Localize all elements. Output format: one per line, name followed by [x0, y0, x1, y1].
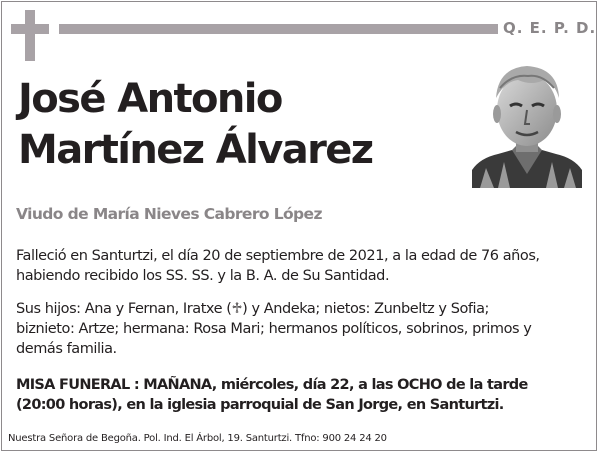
deceased-cross-icon: ♱ [231, 301, 243, 317]
family-list-line2: biznieto: Artze; hermana: Rosa Mari; hermanos políticos, sobrinos, primos y [16, 321, 532, 337]
deceased-name [18, 74, 372, 176]
family-list [16, 299, 531, 359]
death-announcement-line1: Falleció en Santurtzi, el día 20 de septiembre de 2021, a la edad de 76 años, [16, 248, 540, 264]
funeral-mass-notice [16, 375, 528, 415]
deceased-name-line1: José Antonio [18, 76, 282, 122]
funeral-mass-line2: (20:00 horas), en la iglesia parroquial de San Jorge, en Santurtzi. [16, 397, 504, 413]
widow-of-line: Viudo de María Nieves Cabrero López [16, 205, 322, 223]
header-rule [59, 24, 498, 34]
deceased-name-line2: Martínez Álvarez [18, 127, 373, 173]
deceased-photo [472, 58, 582, 188]
funeral-mass-line1: MISA FUNERAL : MAÑANA, miércoles, día 22, a las OCHO de la tarde [16, 377, 528, 393]
death-announcement [16, 246, 540, 286]
family-list-line3: demás familia. [16, 341, 117, 357]
family-list-line1: Sus hijos: Ana y Fernan, Iratxe (♱) y Andeka; nietos: Zunbeltz y Sofia; [16, 301, 489, 317]
death-announcement-line2: habiendo recibido los SS. SS. y la B. A. de Su Santidad. [16, 268, 390, 284]
funeral-home-footer: Nuestra Señora de Begoña. Pol. Ind. El Árbol, 19. Santurtzi. Tfno: 900 24 24 20 [8, 433, 387, 444]
qepd-label: Q. E. P. D. [503, 19, 597, 37]
